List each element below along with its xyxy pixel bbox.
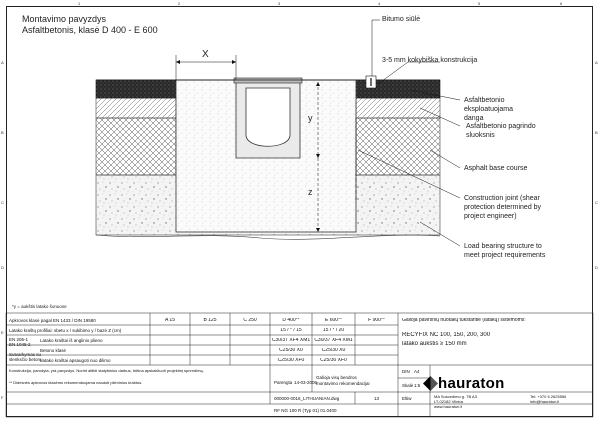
tb-desc-1: Galioja visų bendros: [316, 375, 357, 380]
callout-pagrindo-1: Asfaltbetonio pagrindo: [466, 123, 536, 130]
footnote: *y = aukštis latako šonuose: [12, 304, 67, 309]
asphalt-binder-right: [356, 98, 440, 118]
tb-class-c250: C 250: [243, 318, 257, 323]
dimension-z-label: z: [308, 187, 313, 197]
tb-class-d400: D 400**: [282, 318, 300, 323]
tb-small-left-1: EN 206-1: [9, 337, 29, 342]
tb-class-a15: A 15: [164, 318, 175, 323]
callout-kokybiska: 3-5 mm kokybiška konstrukcija: [382, 57, 478, 64]
tb-row3-d: C25/30 X0: [279, 348, 303, 353]
tb-scale-label: Skalė: [402, 383, 414, 388]
tb-din-label: DIN: [402, 369, 410, 374]
tb-din-value: A4: [414, 369, 420, 374]
callout-joint-3: project engineer): [464, 213, 517, 220]
callout-joint-1: Construction joint (shear: [464, 195, 540, 202]
callout-pagrindo-2: sluoksnis: [466, 132, 495, 139]
edge-label-left-d: D: [1, 265, 4, 270]
asphalt-binder-left: [96, 98, 176, 118]
tb-ref: RF NG 100 R (Typ 01) 01.0400: [274, 408, 337, 413]
tb-small-left-2: EN 1045-2: [9, 342, 31, 347]
edge-label-top-5: 5: [478, 1, 481, 6]
drawing-title-line1: Montavimo pavyzdys: [22, 14, 107, 24]
edge-label-left-f: F: [1, 395, 4, 400]
tb-scale-value: 1:5: [414, 383, 421, 388]
grate: [234, 78, 302, 83]
edge-label-top-1: 1: [78, 1, 81, 6]
tb-phone-2: info@hauraton.lt: [530, 399, 560, 404]
tb-product-3: latako aukštis ≥ 150 mm: [402, 341, 467, 347]
edge-label-left-a: A: [1, 60, 4, 65]
tb-class-e600: E 600**: [325, 318, 342, 323]
tb-class-b125: B 125: [203, 318, 217, 323]
tb-row4-d: C25/30 XF0: [277, 358, 305, 363]
asphalt-base-course-right: [356, 118, 440, 175]
tb-notes-1: Konstrukcija, parodyta, yra pavyzdys. Norint atlikti statybinius darbus, būtina apskaičiuoti projektinį sprendimą.: [9, 368, 204, 373]
edge-label-right-d: D: [595, 265, 598, 270]
tb-row3-label: Betono klasė: [40, 348, 67, 353]
tb-row2-e: C30/37 XF4 XM1: [314, 338, 353, 343]
tb-address-1: MA Susvedimo g. 7B A3: [434, 394, 477, 399]
tb-row1-e: 15 / * / 20: [322, 328, 345, 333]
callout-eksploat: [464, 96, 513, 123]
tb-address-3: www.hauraton.lt: [434, 404, 463, 409]
drawing-title-line2: Asfaltbetonis, klasė D 400 - E 600: [22, 25, 158, 35]
tb-row2-label: Latako kraštai iš anglinio plieno: [40, 338, 103, 343]
callout-bitumo: Bitumo siūlė: [382, 16, 421, 23]
tb-row-header: Apkrovos klasė pagal EN 1433 / DIN 19580: [9, 318, 96, 323]
edge-label-top-2: 2: [178, 1, 181, 6]
load-bearing-bottom: [96, 235, 440, 239]
hauraton-logo-text: hauraton: [438, 375, 505, 392]
callout-load-2: meet project requirements: [464, 252, 546, 259]
tb-notes-2: ** Didesnės apkrovos klasėms rekomenduojama naudoti plieninius kraštus.: [9, 380, 143, 385]
callout-eksploat-2: eksploatuojama: [464, 106, 514, 113]
edge-label-top-3: 3: [278, 1, 281, 6]
tb-class-f900: F 900**: [368, 318, 385, 323]
tb-phone-1: Tel: +370 5 2625556: [530, 394, 567, 399]
channel-inner: [246, 88, 290, 146]
edge-label-left-e: E: [1, 330, 4, 335]
edge-label-left-b: B: [1, 130, 4, 135]
dimension-y-label: y: [308, 113, 313, 123]
tb-row3-e: C25/30 X0: [321, 348, 346, 353]
edge-label-right-b: B: [595, 130, 598, 135]
tb-desc-2: montavimo rekomendacijai: [316, 381, 370, 386]
callout-pagrindo: [466, 122, 536, 140]
tb-prepared-date: 14-03-2006: [294, 380, 318, 385]
callout-asphalt-base: Asphalt base course: [464, 165, 528, 172]
callout-joint-2: protection determined by: [464, 204, 542, 211]
callout-eksploat-3: danga: [464, 115, 484, 122]
asphalt-surface-left: [96, 80, 176, 98]
callout-load-bearing: [464, 242, 545, 260]
tb-small-left-4: slenksčio betonu: [9, 357, 43, 362]
callout-load-1: Load bearing structure to: [464, 243, 542, 250]
tb-file: 000000-0016_LITHUANIAN.dwg: [274, 396, 340, 401]
edge-label-top-6: 6: [560, 1, 563, 6]
edge-label-right-c: C: [595, 200, 598, 205]
tb-prepared-label: Parengta: [274, 380, 293, 385]
tb-product-2: RECYFIX NC 100, 150, 200, 300: [402, 332, 491, 338]
tb-sheet: 13: [374, 396, 380, 401]
asphalt-base-course-left: [96, 118, 176, 175]
tb-small-left-3: Sutvarkymas su: [9, 352, 42, 357]
tb-row1-d: 15 / * / 15: [280, 328, 302, 333]
edge-label-left-c: C: [1, 200, 4, 205]
tb-row1-label: Latako kraštų profiliai: sbetu x / sukibimo y / bazė Z (cm): [9, 328, 122, 333]
callout-construction-joint: [464, 194, 541, 221]
tb-address-2: LT-02182 Vilnius: [434, 399, 464, 404]
tb-row4-label: Latako kraštai apsaugoti nuo dilimo: [40, 358, 111, 363]
tb-edition-label: Eltiw: [402, 396, 412, 401]
hauraton-logo-icon: [423, 376, 438, 391]
edge-label-right-a: A: [595, 60, 598, 65]
tb-row2-d: C30/37 XF4 XM1: [271, 338, 311, 343]
tb-row4-e: C25/30 XF0: [320, 358, 347, 363]
tb-product-1: Galioja pavirsnių nuotakų tūkstantie (latakų) sistemoms:: [402, 318, 526, 323]
callout-eksploat-1: Asfaltbetonio: [464, 97, 505, 104]
edge-label-top-4: 4: [378, 1, 381, 6]
dimension-x-label: X: [202, 49, 209, 60]
